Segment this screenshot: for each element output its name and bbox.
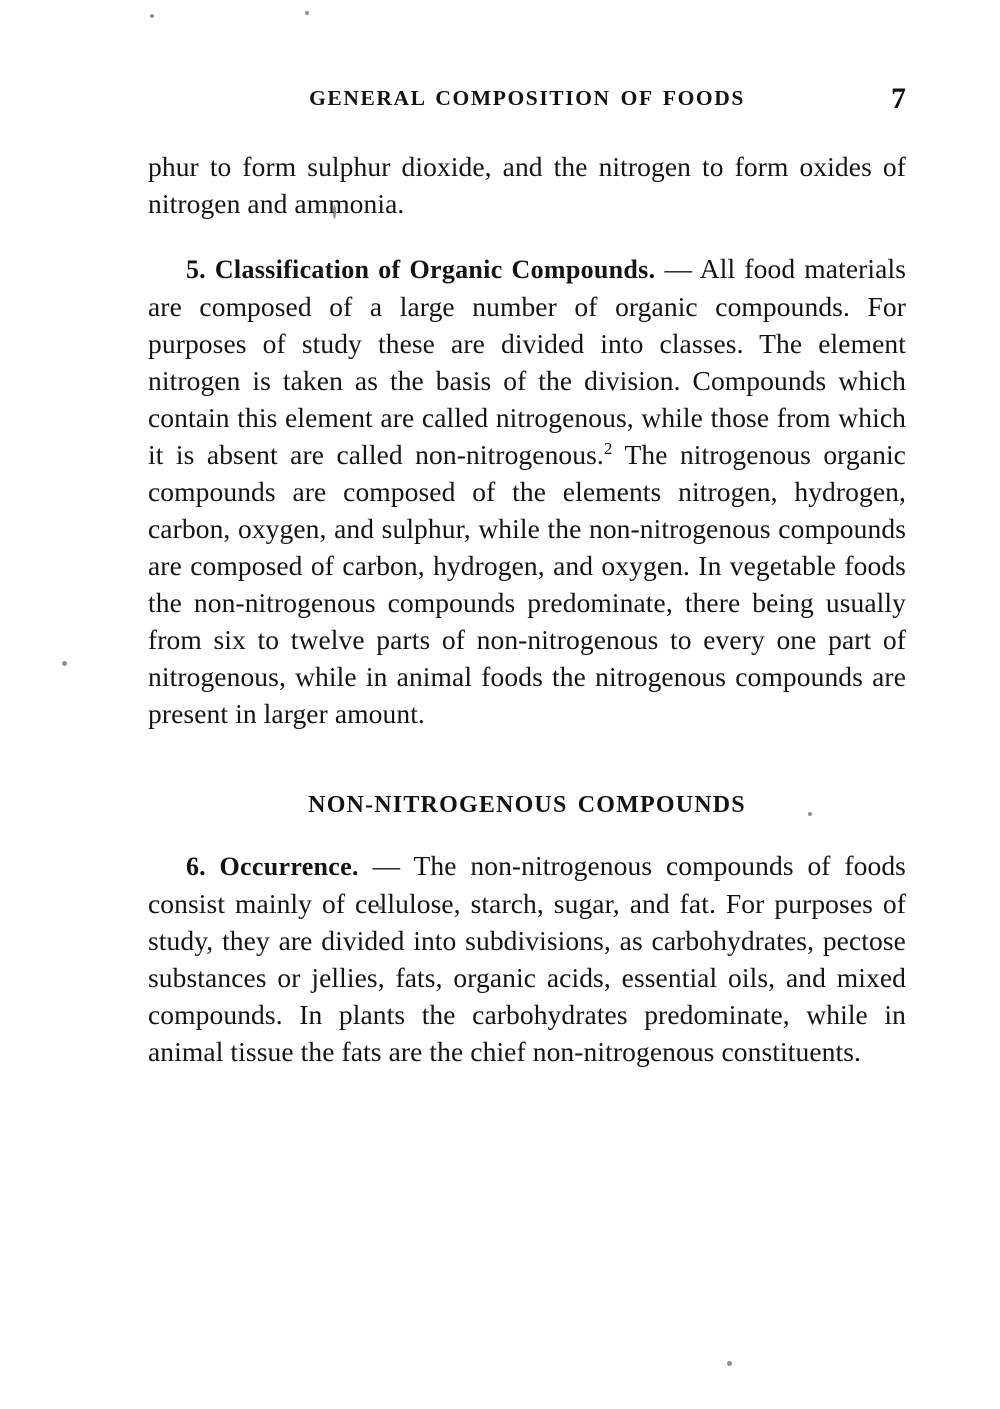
em-dash-5: —: [664, 253, 700, 284]
scan-speck: [727, 1361, 732, 1366]
section-5-text-after-footnote: The nitrogenous organic compounds are composed of the elements nitrogen, hydrogen, carbon, oxygen, and sulphur, while the non-nitrogenous compounds are composed of carbon, hydrogen, and oxygen. In vegetable foods the non-nitrogenous compounds predominate, there being usually from six to twelve parts of non-nitrogenous to every one part of nitrogenous, while in animal foods the nitrogenous compounds are present in larger amount.: [148, 439, 906, 729]
body-text: [148, 148, 906, 1070]
em-dash-6: —: [372, 850, 414, 881]
running-head: [148, 82, 906, 126]
scan-speck: [150, 14, 154, 18]
section-6-text: The non-nitrogenous compounds of foods consist mainly of cellulose, starch, sugar, and fat. For purposes of study, they are divided into subdivisions, as carbohydrates, pectose substances or jellies, fats, organic acids, essential oils, and mixed compounds. In plants the carbohydrates predominate, while in animal tissue the fats are the chief non-nitrogenous constituents.: [148, 850, 906, 1067]
running-head-title: GENERAL COMPOSITION OF FOODS: [309, 86, 745, 110]
section-6-paragraph: [148, 847, 906, 1070]
page-number: 7: [891, 82, 906, 115]
paragraph-text: phur to form sulphur dioxide, and the nitrogen to form oxides of nitrogen and ammonia.: [148, 151, 906, 219]
section-number-6: 6.: [186, 852, 206, 881]
footnote-reference-2: 2: [603, 438, 613, 458]
section-number-5: 5.: [186, 255, 206, 284]
section-heading-6: Occurrence.: [219, 852, 359, 881]
paragraph-continuation: [148, 148, 906, 222]
section-heading-5: Classification of Organic Compounds.: [214, 255, 656, 284]
section-5-text-before-footnote: All food materials are composed of a large number of organic compounds. For purposes of study these are divided into classes. The element nitrogen is taken as the basis of the division. Compounds which contain this element are called nitrogenous, while those from which it is absent are called non-nitrogenous.: [148, 253, 906, 470]
scan-speck: [62, 661, 67, 666]
scan-speck: [305, 11, 309, 15]
subsection-heading: NON-NITROGENOUS COMPOUNDS: [308, 792, 746, 818]
section-5-paragraph: [148, 250, 906, 732]
page-content: [148, 82, 906, 1070]
